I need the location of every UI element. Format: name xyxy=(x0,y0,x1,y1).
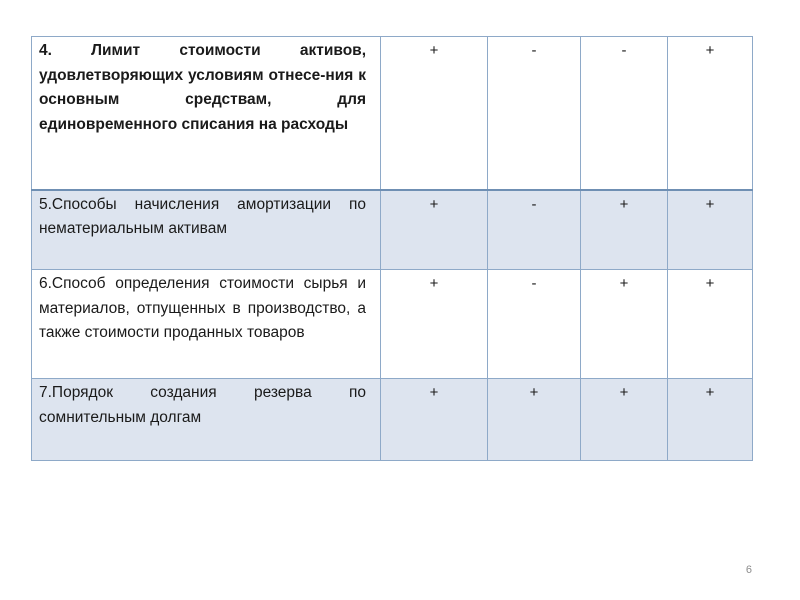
table-row xyxy=(32,270,753,379)
mark-cell: + xyxy=(581,190,668,270)
mark-cell: + xyxy=(381,190,488,270)
row-description: 5.Способы начисления амортизации по нематериальным активам xyxy=(32,190,381,270)
mark-cell: + xyxy=(668,270,753,379)
mark-cell: + xyxy=(668,379,753,461)
mark-cell: + xyxy=(581,270,668,379)
table-row xyxy=(32,37,753,190)
mark-cell: + xyxy=(381,379,488,461)
table-row xyxy=(32,379,753,461)
mark-cell: + xyxy=(488,379,581,461)
mark-cell: + xyxy=(668,190,753,270)
mark-cell: + xyxy=(381,270,488,379)
mark-cell: - xyxy=(581,37,668,190)
row-description: 7.Порядок создания резерва по сомнительным долгам xyxy=(32,379,381,461)
row-description: 4. Лимит стоимости активов, удовлетворяющих условиям отнесе-ния к основным средствам, для единовременного списания на расходы xyxy=(32,37,381,190)
mark-cell: + xyxy=(581,379,668,461)
mark-cell: - xyxy=(488,190,581,270)
mark-cell: - xyxy=(488,37,581,190)
mark-cell: + xyxy=(668,37,753,190)
page-number: 6 xyxy=(745,564,752,576)
mark-cell: + xyxy=(381,37,488,190)
mark-cell: - xyxy=(488,270,581,379)
table-row xyxy=(32,190,753,270)
row-description: 6.Способ определения стоимости сырья и материалов, отпущенных в производство, а также стоимости проданных товаров xyxy=(32,270,381,379)
accounting-policy-table xyxy=(31,36,753,461)
